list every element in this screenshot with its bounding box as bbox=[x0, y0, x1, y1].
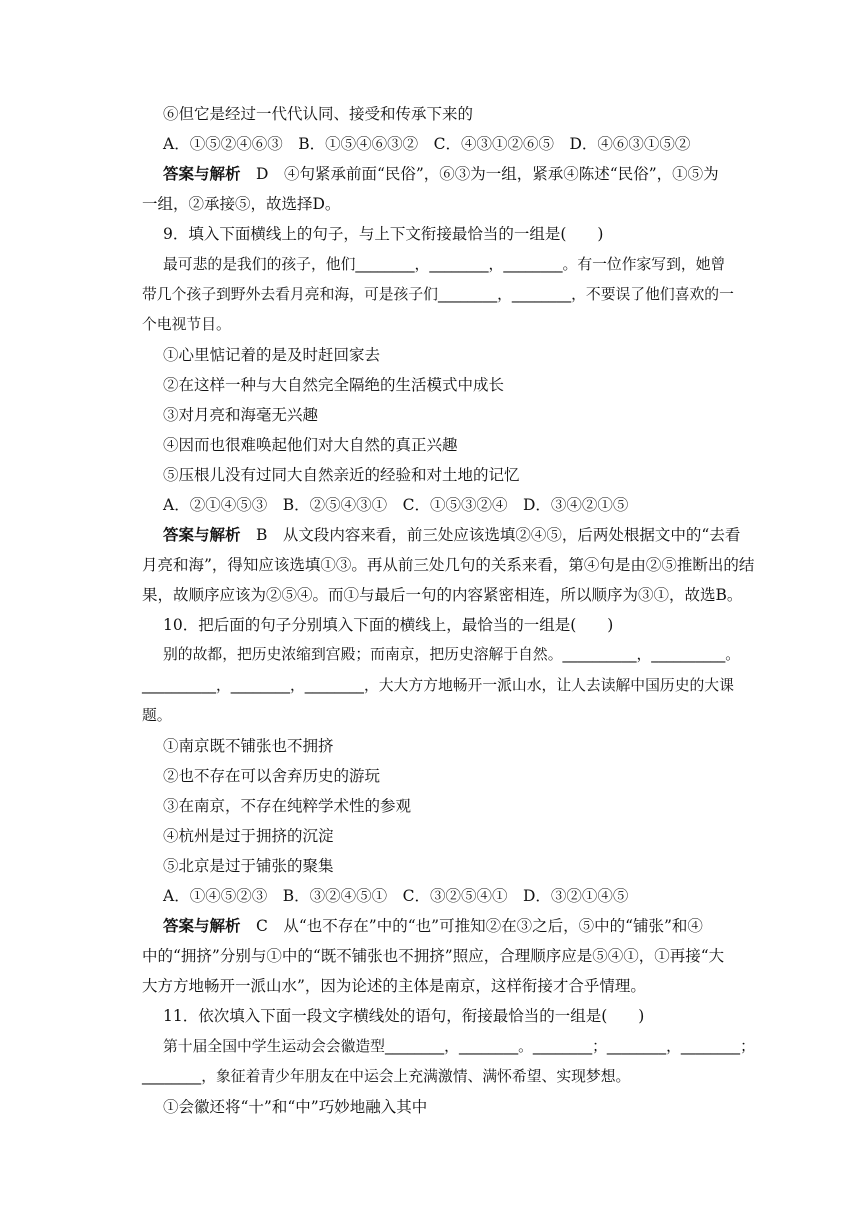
q11-passage-line-1: 第十届全国中学生运动会会徽造型________，________。________；________，________； bbox=[163, 1038, 755, 1055]
q10-item: ④杭州是过于拥挤的沉淀 bbox=[163, 827, 334, 845]
answer-text: B 从文段内容来看，前三处应该选填②④⑤，后两处根据文中的“去看 bbox=[240, 526, 741, 544]
q9-stem: 9．填入下面横线上的句子，与上下文衔接最恰当的一组是( ) bbox=[163, 225, 604, 243]
q8-options: A．①⑤②④⑥③ B．①⑤④⑥③② C．④③①②⑥⑤ D．④⑥③①⑤② bbox=[163, 135, 691, 153]
q10-item: ②也不存在可以舍弃历史的游玩 bbox=[163, 767, 381, 785]
q11-passage-line-2: ________，象征着青少年朋友在中运会上充满激情、满怀希望、实现梦想。 bbox=[142, 1068, 631, 1085]
q10-answer-line-2: 中的“拥挤”分别与①中的“既不铺张也不拥挤”照应，合理顺序应是⑤④①，①再接“大 bbox=[142, 947, 725, 965]
q9-answer-line-3: 果，故顺序应该为②⑤④。而①与最后一句的内容紧密相连，所以顺序为③①，故选B。 bbox=[142, 586, 743, 604]
answer-label: 答案与解析 bbox=[163, 916, 241, 935]
answer-label: 答案与解析 bbox=[163, 525, 241, 544]
q9-passage-line-3: 个电视节目。 bbox=[142, 316, 231, 333]
q8-answer-line-2: 一组，②承接⑤，故选择D。 bbox=[142, 195, 341, 213]
answer-text: D ④句紧承前面“民俗”，⑥③为一组，紧承④陈述“民俗”，①⑤为 bbox=[240, 165, 719, 183]
q9-item: ⑤压根儿没有过同大自然亲近的经验和对土地的记忆 bbox=[163, 466, 520, 484]
q9-item: ①心里惦记着的是及时赶回家去 bbox=[163, 346, 381, 364]
q10-passage-line-3: 题。 bbox=[142, 707, 172, 724]
q10-stem: 10．把后面的句子分别填入下面的横线上，最恰当的一组是( ) bbox=[163, 616, 614, 634]
q9-item: ③对月亮和海毫无兴趣 bbox=[163, 406, 319, 424]
answer-text: C 从“也不存在”中的“也”可推知②在③之后，⑤中的“铺张”和④ bbox=[240, 917, 703, 935]
q9-item: ②在这样一种与大自然完全隔绝的生活模式中成长 bbox=[163, 376, 505, 394]
q11-stem: 11．依次填入下面一段文字横线处的语句，衔接最恰当的一组是( ) bbox=[163, 1007, 645, 1025]
q9-answer-line-2: 月亮和海”，得知应该选填①③。再从前三处几句的关系来看，第④句是由②⑤推断出的结 bbox=[142, 556, 755, 574]
q10-item: ①南京既不铺张也不拥挤 bbox=[163, 737, 334, 755]
q10-answer-line-3: 大方方地畅开一派山水”，因为论述的主体是南京，这样衔接才合乎情理。 bbox=[142, 977, 646, 995]
q9-item: ④因而也很难唤起他们对大自然的真正兴趣 bbox=[163, 436, 458, 454]
q8-item-6: ⑥但它是经过一代代认同、接受和传承下来的 bbox=[163, 105, 474, 123]
q10-item: ⑤北京是过于铺张的聚集 bbox=[163, 857, 334, 875]
q10-passage-line-1: 别的故都，把历史浓缩到宫殿；而南京，把历史溶解于自然。__________，__________。 bbox=[163, 646, 741, 663]
q9-options: A．②①④⑤③ B．②⑤④③① C．①⑤③②④ D．③④②①⑤ bbox=[163, 496, 629, 514]
q8-answer-line-1 bbox=[163, 163, 719, 185]
q10-item: ③在南京，不存在纯粹学术性的参观 bbox=[163, 797, 412, 815]
q9-answer-line-1 bbox=[163, 524, 740, 546]
q9-passage-line-2: 带几个孩子到野外去看月亮和海，可是孩子们________，________，不要误了他们喜欢的一 bbox=[142, 286, 734, 303]
q10-answer-line-1 bbox=[163, 915, 703, 937]
answer-label: 答案与解析 bbox=[163, 164, 241, 183]
q10-options: A．①④⑤②③ B．③②④⑤① C．③②⑤④① D．③②①④⑤ bbox=[163, 887, 629, 905]
q11-item: ①会徽还将“十”和“中”巧妙地融入其中 bbox=[163, 1098, 428, 1116]
q10-passage-line-2: __________，________，________，大大方方地畅开一派山水，让人去读解中国历史的大课 bbox=[142, 677, 734, 694]
q9-passage-line-1: 最可悲的是我们的孩子，他们________，________，________。有一位作家写到，她曾 bbox=[163, 256, 726, 273]
